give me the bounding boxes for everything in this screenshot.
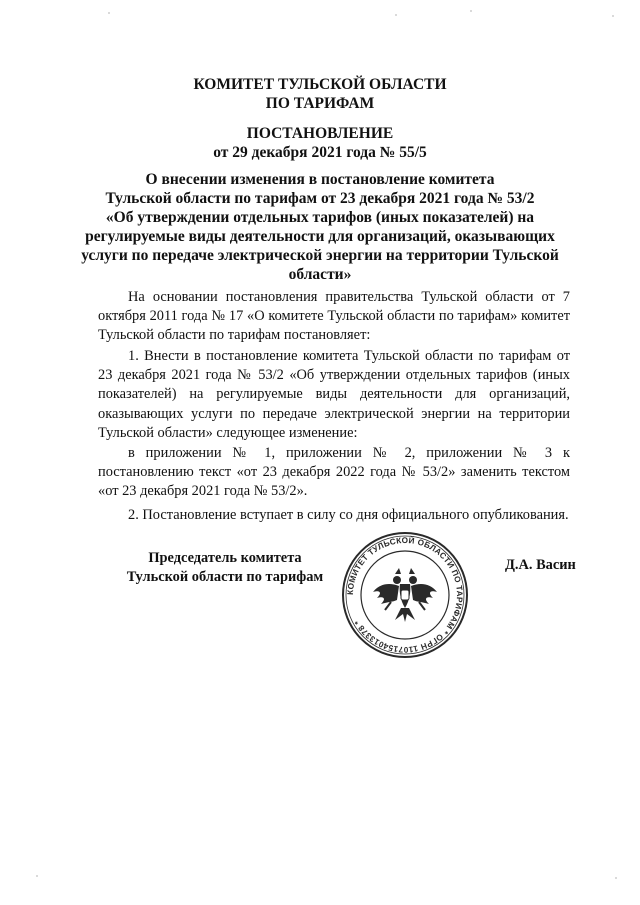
org-name-line2: ПО ТАРИФАМ	[265, 95, 375, 112]
document-date-number: от 29 декабря 2021 года № 55/5	[213, 144, 427, 161]
org-name-line1: КОМИТЕТ ТУЛЬСКОЙ ОБЛАСТИ	[193, 76, 447, 93]
scan-speck	[612, 15, 614, 17]
signatory-title	[125, 549, 325, 587]
subject-line: Тульской области по тарифам от 23 декабря 2021 года № 53/2	[105, 190, 535, 207]
eagle-emblem-icon	[373, 568, 437, 622]
signatory-name: Д.А. Васин	[505, 557, 576, 573]
scan-speck	[470, 10, 472, 12]
clause-1-paragraph: 1. Внести в постановление комитета Тульской области по тарифам от 23 декабря 2021 года № 53/2 «Об утверждении отдельных тарифов (иных показателей) на регулируемые виды деятельности для организаций, оказывающих услуги по передаче электрической энергии на территории Тульской области» следующее изменение:	[98, 348, 570, 441]
subject-line: услуги по передаче электрической энергии на территории Тульской	[81, 247, 559, 264]
subject-line: О внесении изменения в постановление комитета	[145, 171, 495, 188]
official-seal	[340, 530, 470, 660]
signatory-title-line1: Председатель комитета	[148, 550, 302, 566]
seal-graphic	[340, 530, 470, 660]
scan-speck	[395, 14, 397, 16]
signatory-title-line2: Тульской области по тарифам	[126, 569, 324, 585]
subject-line: регулируемые виды деятельности для организаций, оказывающих	[85, 228, 555, 245]
preamble-paragraph: На основании постановления правительства Тульской области от 7 октября 2011 года № 17 «О комитете Тульской области по тарифам» комитет Тульской области по тарифам постановляет:	[98, 289, 570, 344]
clause-2-paragraph: 2. Постановление вступает в силу со дня официального опубликования.	[128, 507, 569, 523]
subject-line: области»	[288, 266, 352, 283]
scan-speck	[36, 875, 38, 877]
seal-ring-text: КОМИТЕТ ТУЛЬСКОЙ ОБЛАСТИ ПО ТАРИФАМ * ОГРН 1107154013378 *	[345, 535, 465, 655]
scan-speck	[615, 877, 617, 879]
subject-line: «Об утверждении отдельных тарифов (иных показателей) на	[105, 209, 535, 226]
document-type: ПОСТАНОВЛЕНИЕ	[246, 125, 394, 142]
scan-speck	[108, 12, 110, 14]
amendment-paragraph: в приложении № 1, приложении № 2, приложении № 3 к постановлению текст «от 23 декабря 2022 года № 53/2» заменить текстом «от 23 декабря 2021 года № 53/2».	[98, 445, 570, 500]
